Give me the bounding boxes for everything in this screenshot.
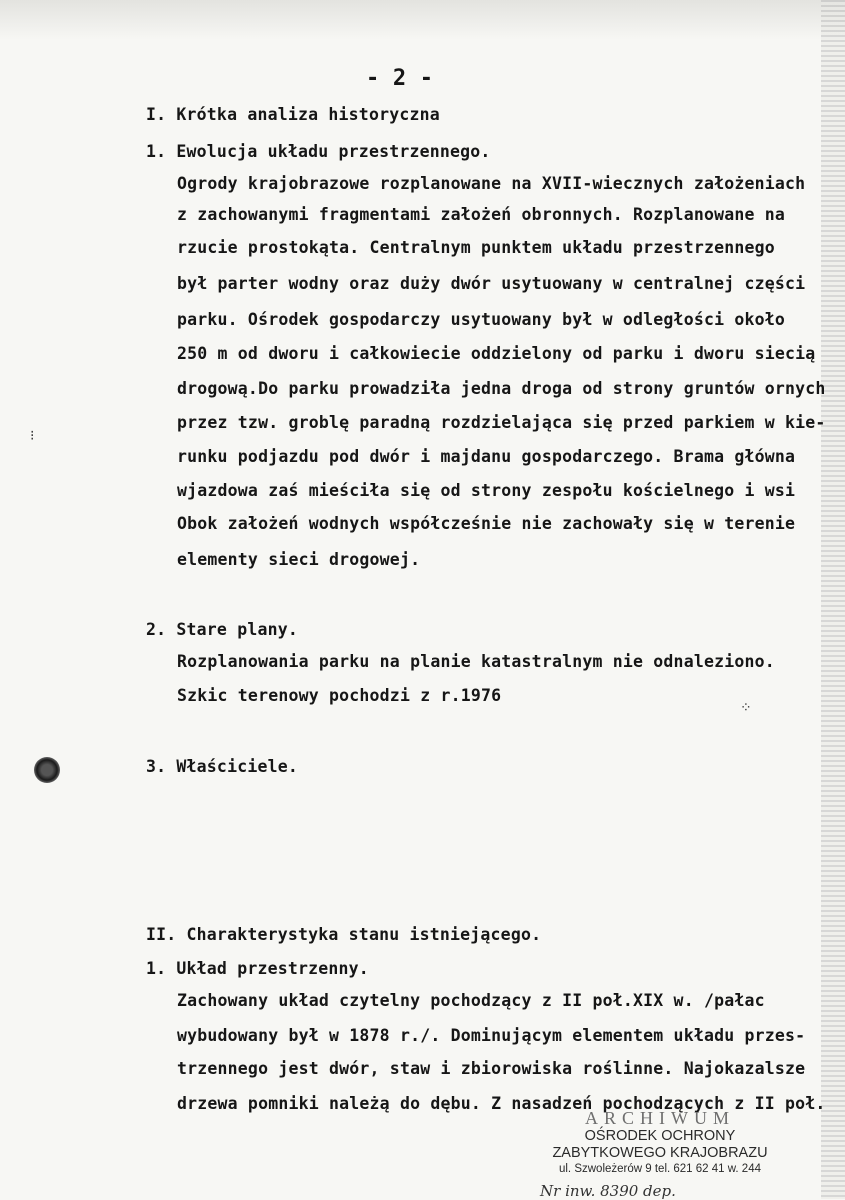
body-line: Zachowany układ czytelny pochodzący z II poł.XIX w. /pałac (177, 991, 765, 1010)
stamp-org-line1: OŚRODEK OCHRONY (584, 1128, 736, 1144)
body-line: trzennego jest dwór, staw i zbiorowiska roślinne. Najokazalsze (177, 1059, 806, 1078)
body-line: parku. Ośrodek gospodarczy usytuowany był w odległości około (177, 310, 786, 329)
subsection-heading: 2. Stare plany. (146, 620, 299, 639)
section-heading-1: I. Krótka analiza historyczna (146, 105, 440, 124)
body-line: Ogrody krajobrazowe rozplanowane na XVII-wiecznych założeniach (177, 174, 806, 193)
body-line: Szkic terenowy pochodzi z r.1976 (177, 686, 502, 705)
page-number: - 2 - (366, 66, 434, 91)
scan-speck: ⁘ (740, 700, 752, 716)
body-line: wjazdowa zaś mieściła się od strony zespołu kościelnego i wsi (177, 481, 796, 500)
stamp-org-line2: ZABYTKOWEGO KRAJOBRAZU (552, 1145, 768, 1161)
archive-stamp (540, 1108, 780, 1198)
scan-speck: ⁝ (30, 428, 35, 444)
body-line: z zachowanymi fragmentami założeń obronnych. Rozplanowane na (177, 205, 786, 224)
body-line: drzewa pomniki należą do dębu. Z nasadzeń pochodzących z II poł. (177, 1094, 826, 1113)
body-line: przez tzw. groblę paradną rozdzielająca się przed parkiem w kie- (177, 413, 826, 432)
body-line: wybudowany był w 1878 r./. Dominującym elementem układu przes- (177, 1026, 806, 1045)
inventory-number: Nr inw. 8390 dep. (540, 1182, 676, 1200)
page-edge (821, 0, 845, 1199)
stamp-address: ul. Szwoleżerów 9 tel. 621 62 41 w. 244 (558, 1163, 761, 1175)
body-line: drogową.Do parku prowadziła jedna droga od strony gruntów ornych (177, 379, 826, 398)
body-line: Obok założeń wodnych współcześnie nie zachowały się w terenie (177, 514, 796, 533)
subsection-heading: 3. Właściciele. (146, 757, 299, 776)
body-line: runku podjazdu pod dwór i majdanu gospodarczego. Brama główna (177, 447, 796, 466)
body-line: rzucie prostokąta. Centralnym punktem układu przestrzennego (177, 238, 775, 257)
body-line: 250 m od dworu i całkowiecie oddzielony od parku i dworu siecią (177, 344, 816, 363)
body-line: elementy sieci drogowej. (177, 550, 421, 569)
scan-shadow (0, 0, 845, 40)
subsection-heading: 1. Ewolucja układu przestrzennego. (146, 142, 491, 161)
body-line: Rozplanowania parku na planie katastralnym nie odnaleziono. (177, 652, 775, 671)
section-heading-2: II. Charakterystyka stanu istniejącego. (146, 925, 542, 944)
subsection-heading: 1. Układ przestrzenny. (146, 959, 369, 978)
stamp-title: ARCHIWUM (585, 1108, 735, 1128)
body-line: był parter wodny oraz duży dwór usytuowany w centralnej części (177, 274, 806, 293)
punch-hole (34, 757, 60, 783)
